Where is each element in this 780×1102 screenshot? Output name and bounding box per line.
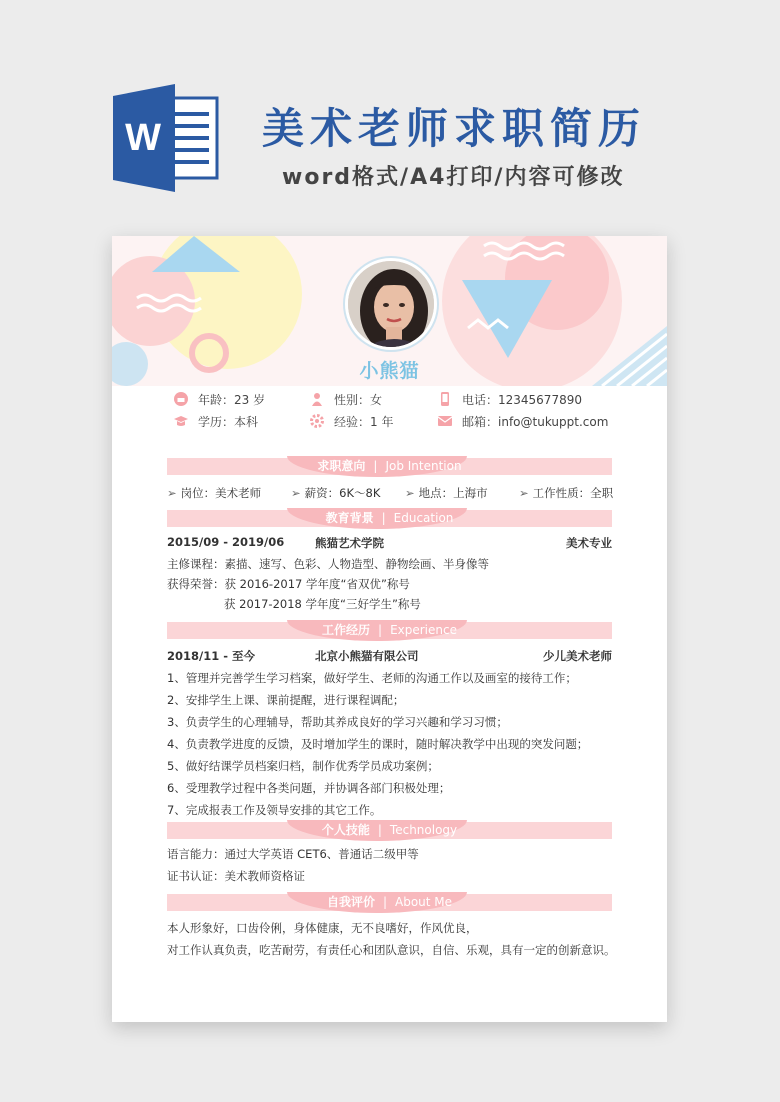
mail-icon xyxy=(438,414,452,428)
work-duty: 2、安排学生上课、课前提醒，进行课程调配； xyxy=(167,693,405,707)
section-header-about: 自我评价 | About Me xyxy=(167,894,612,911)
age-item xyxy=(174,390,265,408)
experience-label: 经验：1 年 xyxy=(334,414,394,429)
person-icon xyxy=(310,392,324,406)
section-title-en: Education xyxy=(393,511,454,525)
work-duty: 4、负责教学进度的反馈，及时增加学生的课时，随时解决教学中出现的突发问题； xyxy=(167,737,589,751)
section-header-skills: 个人技能 | Technology xyxy=(167,822,612,839)
education-label: 学历：本科 xyxy=(198,414,259,429)
skill-language: 语言能力：通过大学英语 CET6、普通话二级甲等 xyxy=(167,847,419,861)
cake-icon xyxy=(174,392,188,406)
page-subtitle: word格式/A4打印/内容可修改 xyxy=(282,165,625,190)
section-title-cn: 个人技能 xyxy=(321,823,370,837)
job-intention xyxy=(167,485,612,503)
section-title-cn: 自我评价 xyxy=(326,895,375,909)
education-major: 美术专业 xyxy=(566,536,612,550)
gender-item xyxy=(310,390,382,408)
about-line-1: 本人形象好，口齿伶俐，身体健康，无不良嗜好，作风优良， xyxy=(167,921,478,935)
education-courses: 主修课程：素描、速写、色彩、人物造型、静物绘画、半身像等 xyxy=(167,557,489,571)
section-title-en: Technology xyxy=(389,823,458,837)
work-duty: 7、完成报表工作及领导安排的其它工作。 xyxy=(167,803,382,817)
phone-label: 电话：12345677890 xyxy=(462,392,582,407)
education-item xyxy=(174,412,258,430)
section-header-work: 工作经历 | Experience xyxy=(167,622,612,639)
education-school: 熊猫艺术学院 xyxy=(315,536,384,550)
work-duty: 1、管理并完善学生学习档案，做好学生、老师的沟通工作以及画室的接待工作； xyxy=(167,671,577,685)
intent-salary: ➢ 薪资：6K～8K xyxy=(291,486,381,500)
avatar xyxy=(345,258,437,350)
section-title-en: Job Intention xyxy=(385,459,462,473)
education-period: 2015/09 - 2019/06 xyxy=(167,535,285,549)
candidate-name: 小熊猫 xyxy=(359,360,420,382)
section-title-en: Experience xyxy=(390,623,457,637)
section-title-en: About Me xyxy=(395,895,453,909)
resume-page xyxy=(112,236,667,1022)
email-label: 邮箱：info@tukuppt.com xyxy=(462,414,609,429)
email-item xyxy=(438,412,608,430)
page-title: 美术老师求职简历 xyxy=(262,104,647,153)
work-duty: 6、受理教学过程中各类问题，并协调各部门积极处理； xyxy=(167,781,451,795)
intent-type: ➢ 工作性质：全职 xyxy=(519,486,614,500)
work-title: 少儿美术老师 xyxy=(543,649,612,663)
work-duty: 5、做好结课学员档案归档，制作优秀学员成功案例； xyxy=(167,759,439,773)
intent-location: ➢ 地点：上海市 xyxy=(405,486,488,500)
phone-item xyxy=(438,390,582,408)
work-period: 2018/11 - 至今 xyxy=(167,649,255,663)
section-title-cn: 求职意向 xyxy=(317,459,366,473)
svg-text:W: W xyxy=(125,117,161,159)
skill-certificate: 证书认证：美术教师资格证 xyxy=(167,869,305,883)
work-header-row xyxy=(167,648,612,664)
gender-label: 性别：女 xyxy=(334,392,383,407)
education-honor-1: 获得荣誉：获 2016-2017 学年度“省双优”称号 xyxy=(167,577,410,591)
work-duty: 3、负责学生的心理辅导，帮助其养成良好的学习兴趣和学习习惯； xyxy=(167,715,508,729)
education-honor-2: 获 2017-2018 学年度“三好学生”称号 xyxy=(224,597,421,611)
about-line-2: 对工作认真负责，吃苦耐劳，有责任心和团队意识，自信、乐观，具有一定的创新意识。 xyxy=(167,943,616,957)
section-header-education: 教育背景 | Education xyxy=(167,510,612,527)
work-company: 北京小熊猫有限公司 xyxy=(315,649,419,663)
gear-icon xyxy=(310,414,324,428)
section-header-intent: 求职意向 | Job Intention xyxy=(167,458,612,475)
education-header-row xyxy=(167,535,612,549)
intent-position: ➢ 岗位：美术老师 xyxy=(167,486,262,500)
phone-icon xyxy=(438,392,452,406)
banner xyxy=(0,0,780,235)
section-title-cn: 工作经历 xyxy=(322,623,371,637)
experience-item xyxy=(310,412,393,430)
graduation-cap-icon xyxy=(174,414,188,428)
section-title-cn: 教育背景 xyxy=(325,511,374,525)
age-label: 年龄：23 岁 xyxy=(198,392,266,407)
basic-info xyxy=(174,390,644,430)
word-icon xyxy=(113,84,223,192)
